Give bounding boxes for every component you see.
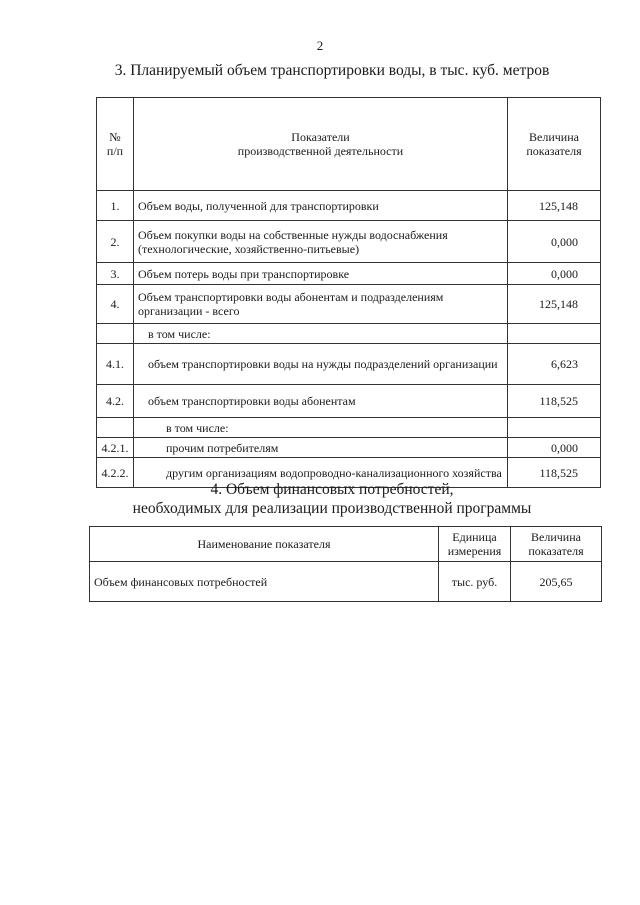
header-indicator: Показатели производственной деятельности [134,98,508,191]
row-name: объем транспортировки воды абонентам [134,385,508,418]
header-unit: Единица измерения [439,527,511,562]
section-4-title-line1: 4. Объем финансовых потребностей, [210,481,454,498]
table-row [97,385,601,418]
row-name: Объем покупки воды на собственные нужды водоснабжения (технологические, хозяйственно-питьевые) [134,221,508,263]
row-number: 4. [97,285,134,324]
row-name: в том числе: [134,324,508,344]
row-value [508,418,601,438]
row-number: 4.2.1. [97,438,134,458]
header-value: Величина показателя [511,527,602,562]
row-number: 4.1. [97,344,134,385]
row-value: 6,623 [508,344,601,385]
section-3-title: 3. Планируемый объем транспортировки воды, в тыс. куб. метров [114,62,550,79]
table-header-row [90,527,602,562]
row-value: 125,148 [508,285,601,324]
row-name: в том числе: [134,418,508,438]
table-row [97,285,601,324]
row-number: 4.2. [97,385,134,418]
row-number: 2. [97,221,134,263]
row-value: 118,525 [508,385,601,418]
row-value: 125,148 [508,191,601,221]
row-name: прочим потребителям [134,438,508,458]
header-number: № п/п [97,98,134,191]
table-header-row [97,98,601,191]
table-row [97,418,601,438]
row-value: 118,525 [508,458,601,488]
row-name: Объем финансовых потребностей [90,562,439,602]
table-row [97,438,601,458]
row-name: Объем транспортировки воды абонентам и подразделениям организации - всего [134,285,508,324]
row-number: 4.2.2. [97,458,134,488]
water-transport-table [96,97,601,488]
row-name: Объем потерь воды при транспортировке [134,263,508,285]
table-row [97,191,601,221]
row-name: Объем воды, полученной для транспортировки [134,191,508,221]
page-number: 2 [316,38,324,53]
row-value: 0,000 [508,221,601,263]
table-row [97,324,601,344]
table-row [97,221,601,263]
header-name: Наименование показателя [90,527,439,562]
header-value: Величина показателя [508,98,601,191]
row-number: 3. [97,263,134,285]
row-value [508,324,601,344]
financial-needs-table [89,526,602,602]
row-value: 0,000 [508,263,601,285]
table-row [97,344,601,385]
table-row [97,263,601,285]
table-row [90,562,602,602]
row-value: 0,000 [508,438,601,458]
row-name: объем транспортировки воды на нужды подразделений организации [134,344,508,385]
row-name: другим организациям водопроводно-канализационного хозяйства [134,458,508,488]
row-number [97,418,134,438]
section-4-title [12,480,640,518]
row-number [97,324,134,344]
section-4-title-line2: необходимых для реализации производственной программы [132,500,532,517]
row-number: 1. [97,191,134,221]
row-unit: тыс. руб. [439,562,511,602]
row-value: 205,65 [511,562,602,602]
